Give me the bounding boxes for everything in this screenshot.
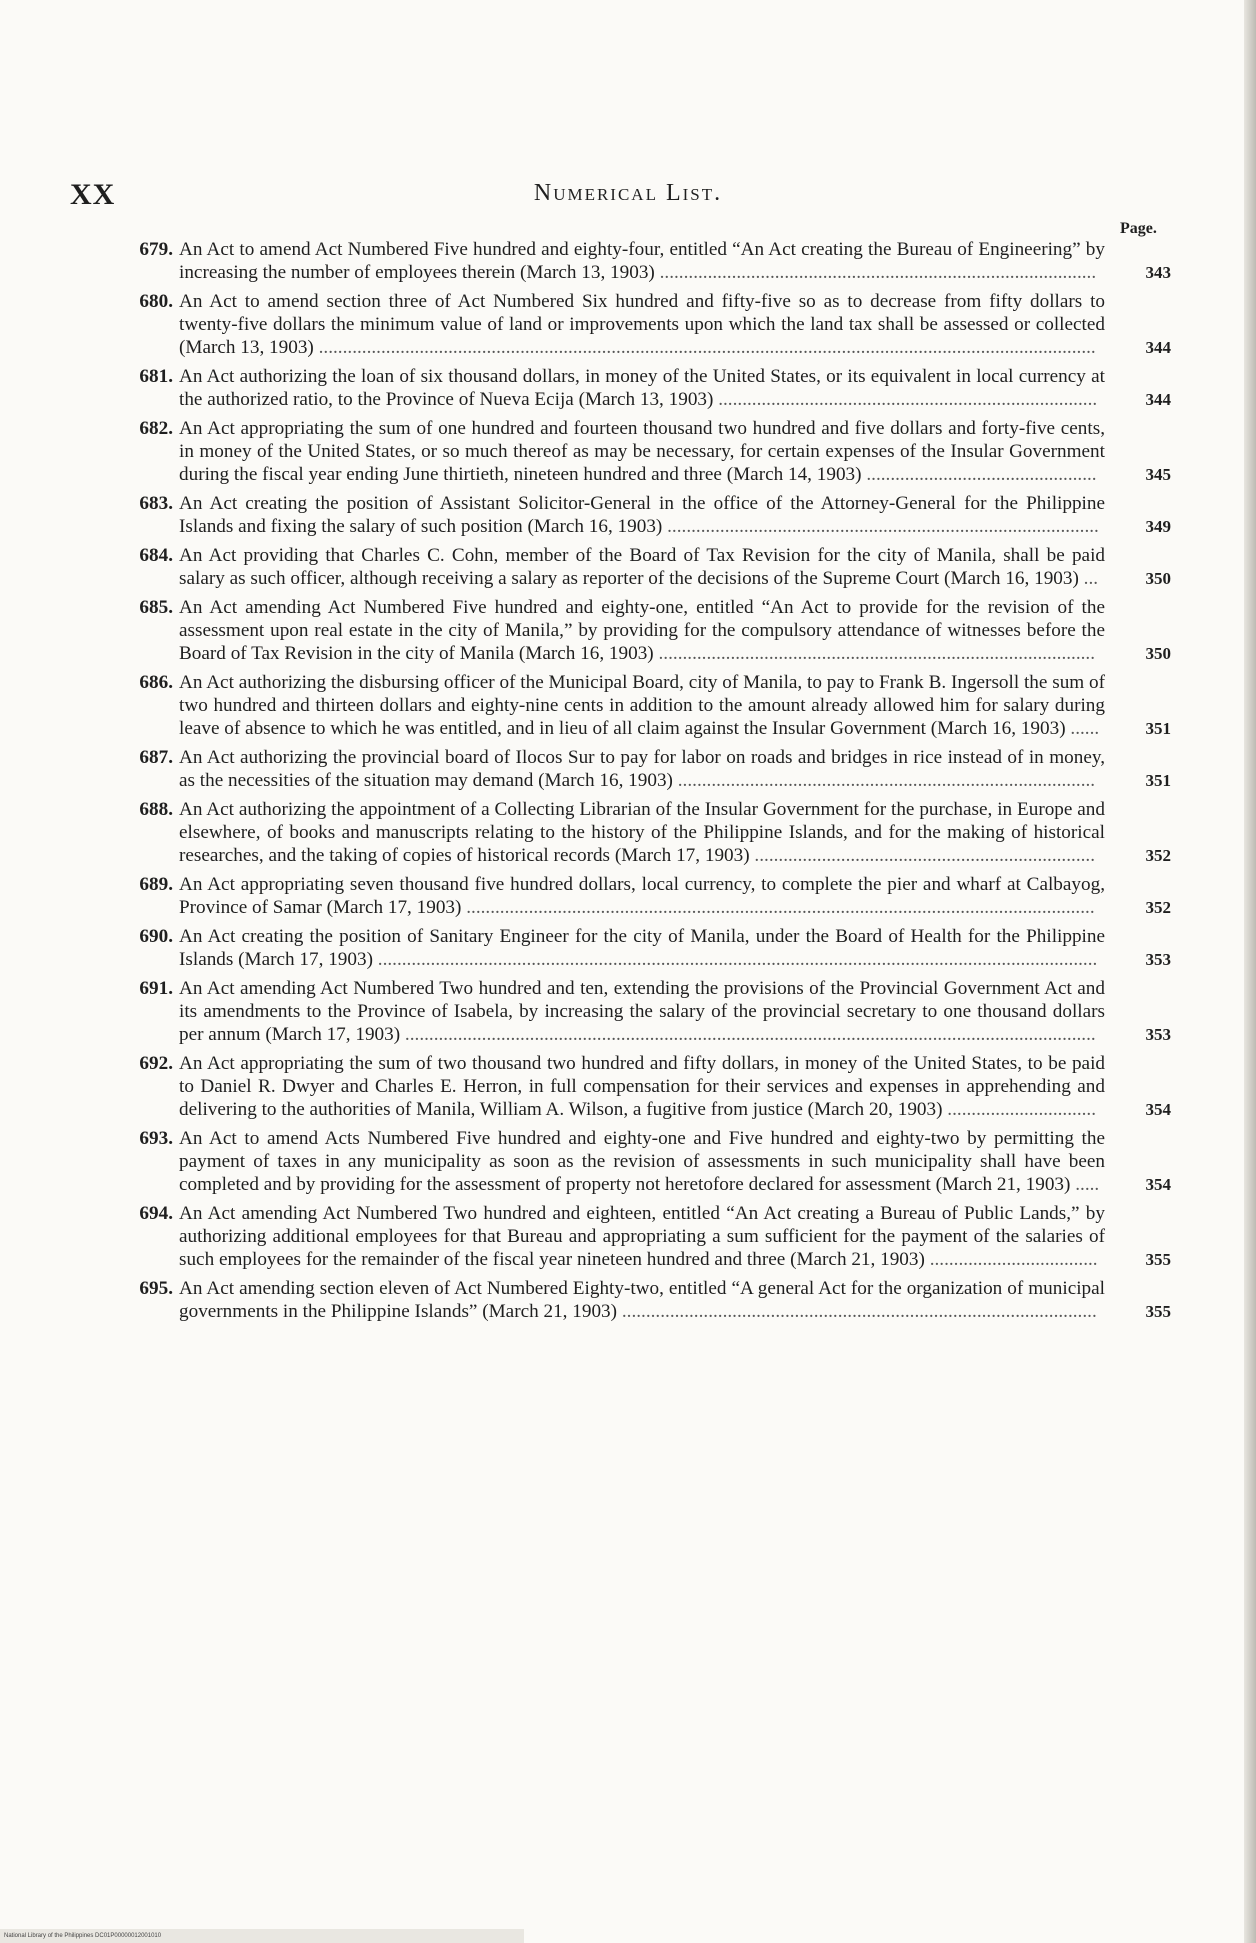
act-number <box>78 492 173 515</box>
act-number <box>78 596 173 619</box>
page-reference: 353 <box>1145 950 1171 969</box>
act-title <box>173 1202 1105 1271</box>
act-title <box>173 417 1105 486</box>
page-reference: 354 <box>1145 1175 1171 1194</box>
act-number <box>78 977 173 1000</box>
dot-leader: ........................................................................................... <box>653 643 1096 664</box>
list-item <box>78 798 1198 867</box>
act-title <box>173 746 1105 792</box>
act-number <box>78 1277 173 1300</box>
dot-leader: ....................................................................................... <box>672 770 1096 791</box>
act-number <box>78 671 173 694</box>
act-number-text: 685. <box>139 597 173 618</box>
page-reference: 350 <box>1145 644 1171 663</box>
page-reference: 352 <box>1145 898 1171 917</box>
act-title-text: An Act authorizing the appointment of a Collecting Librarian of the Insular Government for the purchase, in Europe and elsewhere, of books and manuscripts relating to the history of the Philippine Islands, and for the making of historical researches, and the taking of copies of historical records (March 17, 1903) <box>179 799 1105 866</box>
act-number <box>78 365 173 388</box>
page-reference: 344 <box>1145 338 1171 357</box>
dot-leader: ... <box>1078 568 1099 589</box>
scan-credit: National Library of the Philippines DC01P00000012001010 <box>0 1929 524 1943</box>
act-number <box>78 1052 173 1075</box>
page-reference: 355 <box>1145 1250 1171 1269</box>
act-number-text: 687. <box>139 747 173 768</box>
dot-leader: ................................................................................................................................... <box>461 897 1095 918</box>
dot-leader: ........................................................................................... <box>654 262 1097 283</box>
act-number-text: 688. <box>139 799 173 820</box>
page-reference: 351 <box>1145 719 1171 738</box>
act-number <box>78 417 173 440</box>
page-reference: 355 <box>1145 1302 1171 1321</box>
act-number-text: 686. <box>139 672 173 693</box>
act-number <box>78 1202 173 1225</box>
running-head: Numerical List. <box>533 180 723 206</box>
act-title-text: An Act amending section eleven of Act Numbered Eighty-two, entitled “A general Act for the organization of municipal governments in the Philippine Islands” (March 21, 1903) <box>179 1278 1105 1322</box>
page-reference: 349 <box>1145 517 1171 536</box>
page-reference: 350 <box>1145 569 1171 588</box>
dot-leader: ................................................ <box>861 464 1097 485</box>
act-title <box>173 492 1105 538</box>
list-item <box>78 290 1198 359</box>
act-title-text: An Act appropriating seven thousand five hundred dollars, local currency, to complete the pier and wharf at Calbayog, Province of Samar (March 17, 1903) <box>179 874 1105 918</box>
page-number: XX <box>70 178 116 211</box>
page-reference: 354 <box>1145 1100 1171 1119</box>
page-edge-shadow <box>1244 0 1256 1943</box>
act-number <box>78 1127 173 1150</box>
act-title <box>173 671 1105 740</box>
list-item <box>78 873 1198 919</box>
list-item <box>78 365 1198 411</box>
list-item <box>78 596 1198 665</box>
act-title <box>173 1052 1105 1121</box>
act-title-text: An Act appropriating the sum of two thousand two hundred and fifty dollars, in money of the United States, to be paid to Daniel R. Dwyer and Charles E. Herron, in full compensation for their services and expenses in apprehending and delivering to the authorities of Manila, William A. Wilson, a fugitive from justice (March 20, 1903) <box>179 1053 1105 1120</box>
act-number-text: 694. <box>139 1203 173 1224</box>
act-title <box>173 798 1105 867</box>
act-number-text: 683. <box>139 493 173 514</box>
act-number-text: 690. <box>139 926 173 947</box>
list-item <box>78 1277 1198 1323</box>
act-number-text: 684. <box>139 545 173 566</box>
act-number <box>78 544 173 567</box>
dot-leader: ............................... <box>942 1099 1096 1120</box>
dot-leader: ..... <box>1070 1174 1100 1195</box>
act-title <box>173 1127 1105 1196</box>
act-number-text: 679. <box>139 239 173 260</box>
list-item <box>78 1052 1198 1121</box>
act-title-text: An Act amending Act Numbered Two hundred and eighteen, entitled “An Act creating a Bureau of Public Lands,” by authorizing additional employees for that Bureau and appropriating a sum sufficient for the payment of the salaries of such employees for the remainder of the fiscal year nineteen hundred and three (March 21, 1903) <box>179 1203 1105 1270</box>
act-title-text: An Act authorizing the disbursing officer of the Municipal Board, city of Manila, to pay to Frank B. Ingersoll the sum of two hundred and thirteen dollars and eighty-nine cents in addition to the amount already allowed him for salary during leave of absence to which he was entitled, and in lieu of all claim against the Insular Government (March 16, 1903) <box>179 672 1105 739</box>
act-title <box>173 977 1105 1046</box>
list-item <box>78 671 1198 740</box>
act-number-text: 689. <box>139 874 173 895</box>
acts-list <box>78 238 1198 1329</box>
act-title <box>173 290 1105 359</box>
page-reference: 353 <box>1145 1025 1171 1044</box>
act-title-text: An Act to amend section three of Act Numbered Six hundred and fifty-five so as to decrease from fifty dollars to twenty-five dollars the minimum value of land or improvements upon which the land tax shall be assessed or collected (March 13, 1903) <box>179 291 1105 358</box>
act-title <box>173 238 1105 284</box>
act-title-text: An Act creating the position of Assistant Solicitor-General in the office of the Attorney-General for the Philippine Islands and fixing the salary of such position (March 16, 1903) <box>179 493 1105 537</box>
dot-leader: ............................................................................... <box>713 389 1098 410</box>
list-item <box>78 977 1198 1046</box>
dot-leader: ................................................................................................................................................ <box>400 1024 1096 1045</box>
act-number <box>78 290 173 313</box>
act-title-text: An Act authorizing the provincial board of Ilocos Sur to pay for labor on roads and bridges in rice instead of in money, as the necessities of the situation may demand (March 16, 1903) <box>179 747 1105 791</box>
list-item <box>78 1127 1198 1196</box>
act-number <box>78 238 173 261</box>
dot-leader: ...... <box>1065 718 1100 739</box>
page-column-label: Page. <box>1120 220 1157 237</box>
list-item <box>78 417 1198 486</box>
dot-leader: .................................................................................................................................................................. <box>313 337 1096 358</box>
list-item <box>78 746 1198 792</box>
act-title-text: An Act creating the position of Sanitary Engineer for the city of Manila, under the Board of Health for the Philippine Islands (March 17, 1903) <box>179 926 1105 970</box>
act-number <box>78 873 173 896</box>
dot-leader: ...................................................................................................................................................... <box>372 949 1098 970</box>
dot-leader: ................................... <box>924 1249 1098 1270</box>
list-item <box>78 238 1198 284</box>
dot-leader: ................................................................................................... <box>617 1301 1097 1322</box>
act-title-text: An Act amending Act Numbered Two hundred and ten, extending the provisions of the Provincial Government Act and its amendments to the Province of Isabela, by increasing the salary of the provincial secretary to one thousand dollars per annum (March 17, 1903) <box>179 978 1105 1045</box>
act-number <box>78 798 173 821</box>
act-title <box>173 365 1105 411</box>
list-item <box>78 544 1198 590</box>
act-title <box>173 544 1105 590</box>
act-title-text: An Act authorizing the loan of six thousand dollars, in money of the United States, or its equivalent in local currency at the authorized ratio, to the Province of Nueva Ecija (March 13, 1903) <box>179 366 1105 410</box>
act-number-text: 682. <box>139 418 173 439</box>
dot-leader: ....................................................................... <box>749 845 1095 866</box>
act-title <box>173 873 1105 919</box>
page-reference: 345 <box>1145 465 1171 484</box>
act-title-text: An Act to amend Acts Numbered Five hundred and eighty-one and Five hundred and eighty-two by permitting the payment of taxes in any municipality as soon as the revision of assessments in such municipality shall have been completed and by providing for the assessment of property not heretofore declared for assessment (March 21, 1903) <box>179 1128 1105 1195</box>
act-title <box>173 925 1105 971</box>
list-item <box>78 1202 1198 1271</box>
page-reference: 352 <box>1145 846 1171 865</box>
act-title-text: An Act amending Act Numbered Five hundred and eighty-one, entitled “An Act to provide for the revision of the assessment upon real estate in the city of Manila,” by providing for the compulsory attendance of witnesses before the Board of Tax Revision in the city of Manila (March 16, 1903) <box>179 597 1105 664</box>
act-title <box>173 596 1105 665</box>
act-number <box>78 925 173 948</box>
act-title-text: An Act appropriating the sum of one hundred and fourteen thousand two hundred and five dollars and forty-five cents, in money of the United States, or so much thereof as may be necessary, for certain expenses of the Insular Government during the fiscal year ending June thirtieth, nineteen hundred and three (March 14, 1903) <box>179 418 1105 485</box>
list-item <box>78 925 1198 971</box>
act-title-text: An Act providing that Charles C. Cohn, member of the Board of Tax Revision for the city of Manila, shall be paid salary as such officer, although receiving a salary as reporter of the decisions of the Supreme Court (March 16, 1903) <box>179 545 1105 589</box>
act-number <box>78 746 173 769</box>
act-number-text: 681. <box>139 366 173 387</box>
act-title <box>173 1277 1105 1323</box>
act-number-text: 692. <box>139 1053 173 1074</box>
dot-leader: .......................................................................................... <box>662 516 1099 537</box>
page-reference: 351 <box>1145 771 1171 790</box>
page-reference: 344 <box>1145 390 1171 409</box>
act-number-text: 680. <box>139 291 173 312</box>
list-item <box>78 492 1198 538</box>
act-number-text: 693. <box>139 1128 173 1149</box>
page-reference: 343 <box>1145 263 1171 282</box>
act-title-text: An Act to amend Act Numbered Five hundred and eighty-four, entitled “An Act creating the Bureau of Engineering” by increasing the number of employees therein (March 13, 1903) <box>179 239 1105 283</box>
act-number-text: 695. <box>139 1278 173 1299</box>
act-number-text: 691. <box>139 978 173 999</box>
